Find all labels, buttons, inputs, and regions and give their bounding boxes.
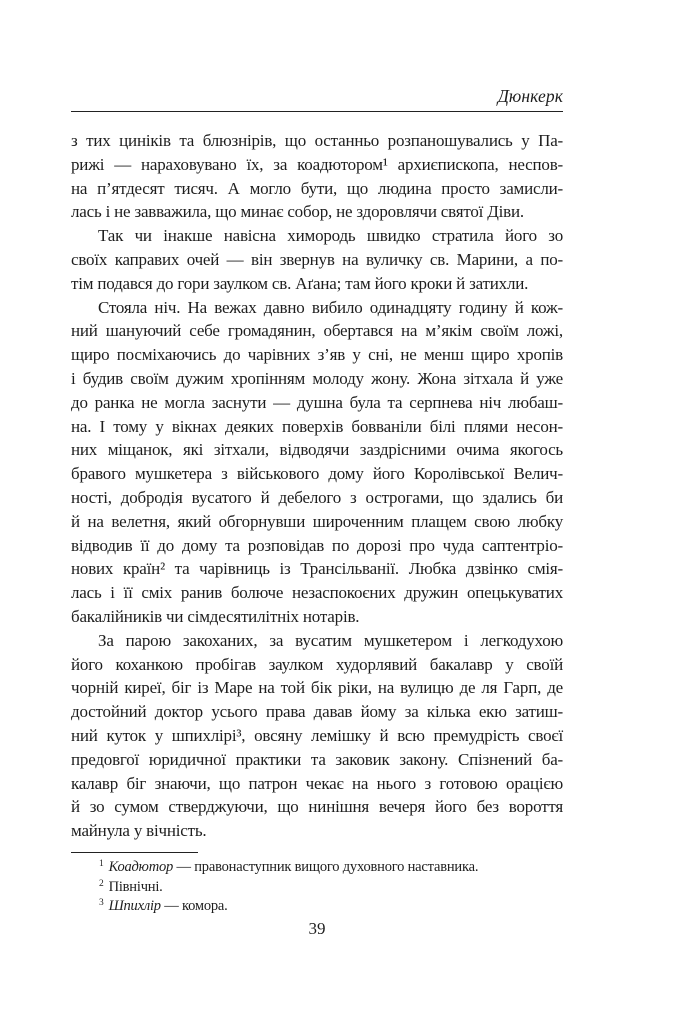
text-line: ний шануючий себе громадянин, обертався на м’якім своїм ложі, [71,321,563,341]
text-line: й на велетня, який обгорнувши широченним плащем свою любку [71,511,563,531]
text-line: на п’ятдесят тисяч. А могло бути, що людина просто замисли- [71,178,563,198]
text-line: відводив її до дому та розповідав по дорозі про чуда саптентріо- [71,535,563,555]
text-line: Так чи інакше навісна химородь швидко стратила його зо [98,226,563,246]
paragraph [71,296,563,629]
footnotes [71,858,563,917]
footnote-term: Шпихлір [108,898,161,914]
text-line: нових країн² та чарівниць із Трансільванії. Любка дзвінко смія- [71,559,563,579]
text-line: й зо сумом стверджуючи, що нинішня вечеря його без вороття [71,797,563,817]
footnote [71,858,563,878]
paragraph [71,629,563,843]
text-line: його коханкою пробігав заулком худорлявий бакалавр у своїй [71,654,563,674]
text-line: За парою закоханих, за вусатим мушкетером і легкодухою [98,630,563,650]
footnote [71,878,563,898]
footnote [71,897,563,917]
text-line: лась і її сміх ранив болюче незаспокоєних дружин опецькуватих [71,583,563,603]
text-line: щиро посміхаючись до чарівних з’яв у сні, не менш щиро хропів [71,345,563,365]
text-line: з тих циніків та блюзнірів, що останньо розпаношувались у Па- [71,131,563,150]
paragraph [71,129,563,224]
text-line: достойний доктор усього права давав йому за кілька екю затиш- [71,702,563,722]
text-line: них міщанок, які зітхали, відводячи заздрісними очима якогось [71,440,563,460]
footnote-marker: 1 [99,859,104,869]
footnote-marker: 2 [99,878,104,889]
text-line: предовгої юридичної практики та заковик закону. Спізнений ба- [71,749,563,769]
page-number: 39 [308,919,326,938]
footnote-text: — комора. [160,898,228,914]
text-line: на. І тому у вікнах деяких поверхів бовваніли білі плями несон- [71,416,563,436]
running-header [71,86,563,107]
text-line: майнула у вічність. [71,821,207,841]
footnote-text: — правонаступник вищого духовного наставника. [173,859,479,875]
text-line: чорній киреї, біг із Маре на той бік ріки, на вулицю де ля Гарп, де [71,678,563,698]
chapter-title: Дюнкерк [497,86,563,106]
text-line: Стояла ніч. На вежах давно вибило одинадцяту годину й кож- [98,297,563,317]
text-line: калавр біг знаючи, що патрон чекає на нього з готовою орацією [71,773,563,793]
text-line: тім подався до гори заулком св. Аґана; там його кроки й затихли. [71,273,529,293]
text-line: бравого мушкетера з військового дому його Королівської Велич- [71,464,563,484]
text-line: ний куток у шпихлірі³, овсяну лемішку й всю премудрість своєї [71,725,563,745]
footnote-marker: 3 [99,898,104,908]
text-line: бакалійників чи сімдесятилітніх нотарів. [71,606,360,626]
text-line: і будив своїм дужим хропінням молоду жону. Жона зітхала й уже [71,368,563,388]
text-line: своїх каправих очей — він звернув на вуличку св. Марини, а по- [71,249,563,269]
footnote-term: Коадютор [108,859,174,875]
body-text [71,129,563,843]
text-line: до ранка не могла заснути — душна була та серпнева ніч любаш- [71,392,563,412]
footnote-text: Північні. [108,878,163,895]
text-line: лась і не завважила, що минає собор, не здоровлячи святої Діви. [71,202,524,222]
text-line: рижі — нараховувано їх, за коадютором¹ архиєпископа, неспов- [71,154,563,174]
paragraph [71,224,563,295]
text-line: ності, добродія вусатого й дебелого з острогами, що здались би [71,487,563,507]
header-rule [71,111,563,112]
footnote-separator [71,852,198,853]
